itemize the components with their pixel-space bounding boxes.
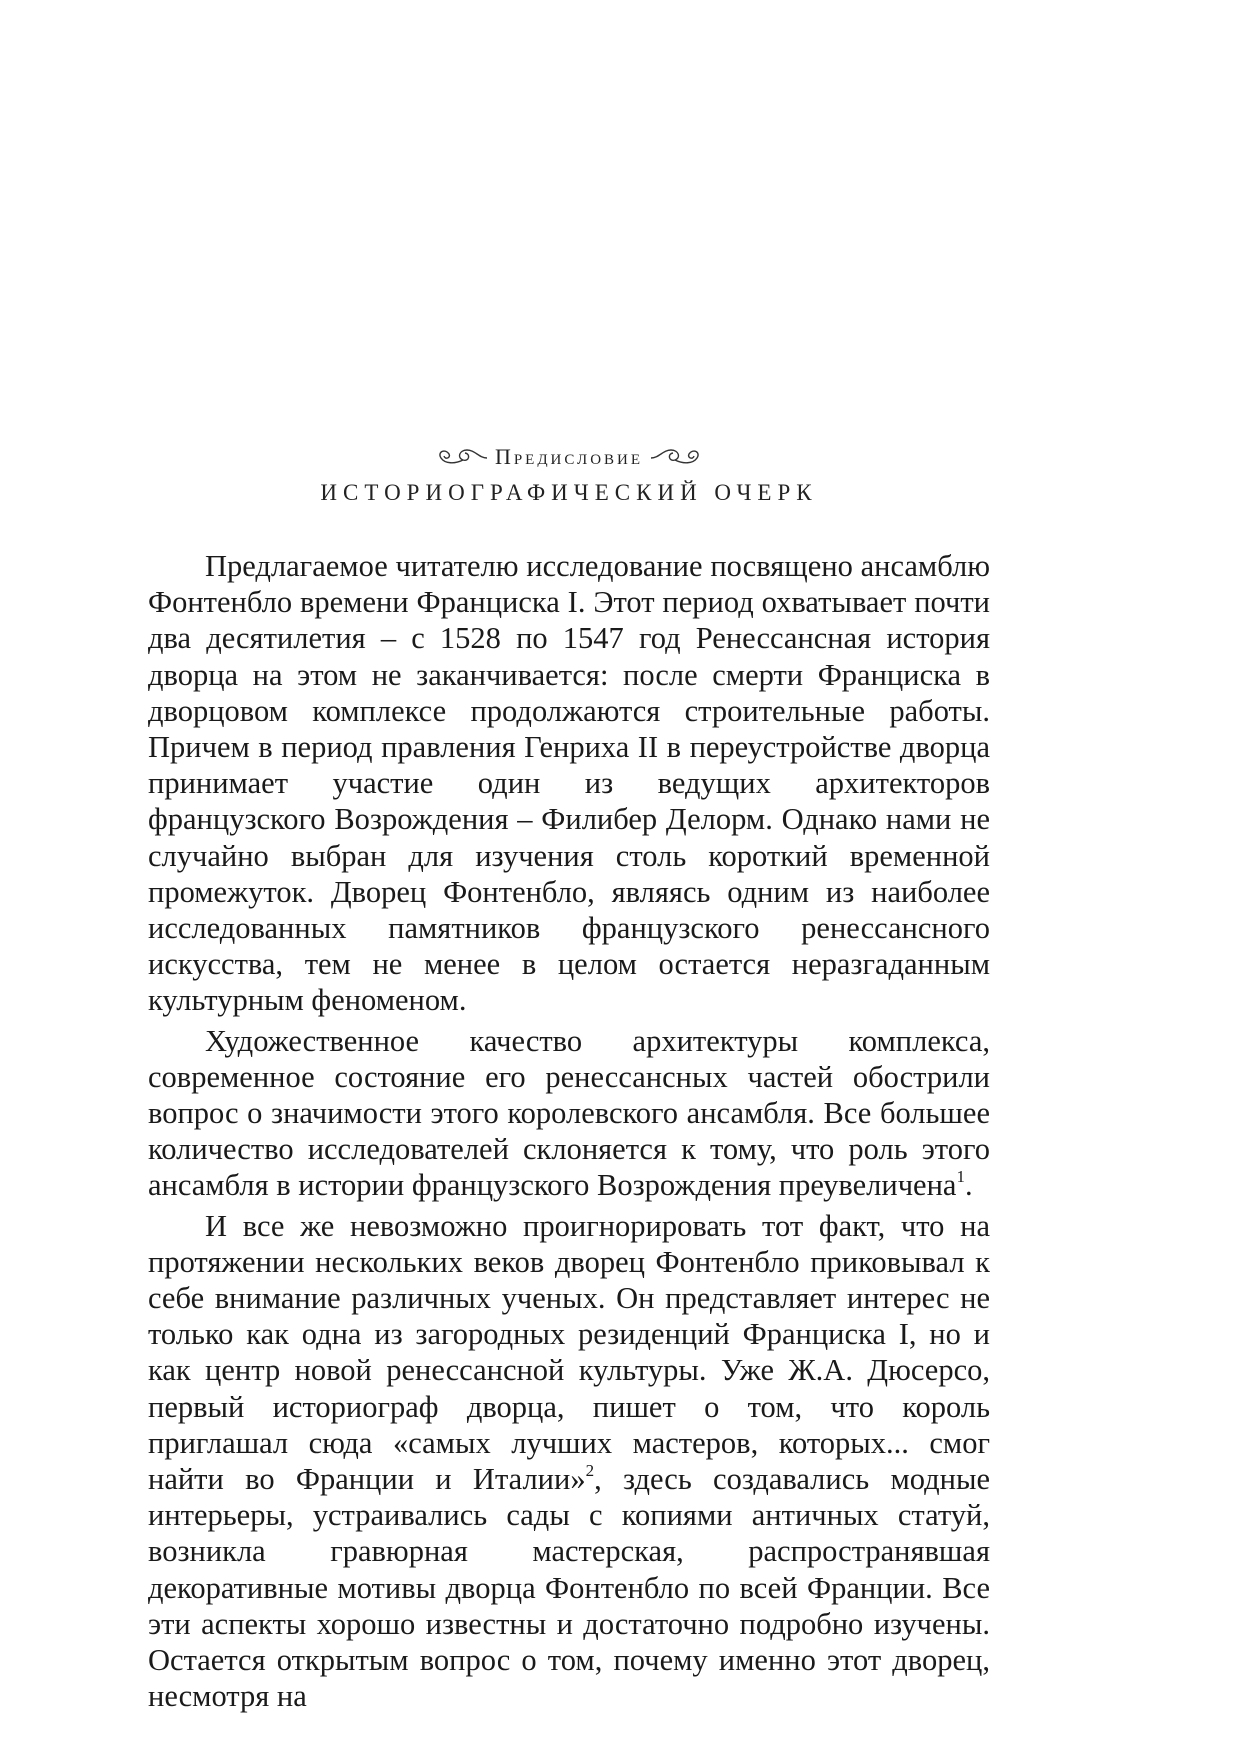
chapter-kicker: Предисловие [494,444,644,469]
paragraph [148,1023,990,1204]
paragraph-tail: . [964,1168,973,1203]
paragraph-text: Художественное качество архитектуры комплекса, современное состояние его ренессансных частей обострили вопрос о значимости этого королевского ансамбля. Все большее количество исследователей склоняется к тому, что роль этого ансамбля в истории французского Возрождения преувеличена [148,1023,990,1203]
right-flourish-icon [649,446,703,468]
paragraph [148,548,990,1019]
kicker-row [148,440,990,474]
chapter-heading [148,440,990,506]
body-text [148,548,990,1719]
footnote-marker[interactable]: 1 [956,1167,965,1187]
chapter-title: ИСТОРИОГРАФИЧЕСКИЙ ОЧЕРК [320,480,818,505]
left-flourish-icon [435,446,489,468]
footnote-marker[interactable]: 2 [585,1460,595,1480]
paragraph-text: И все же невозможно проигнорировать тот факт, что на протяжении нескольких веков дворец Фонтенбло приковывал к себе внимание различных ученых. Он представляет интерес не только как одна из загородных резиденций Франциска I, но и как центр новой ренессансной культуры. Уже Ж.А. Дюсерсо, первый историограф дворца, пишет о том, что король приглашал сюда «самых лучших мастеров, которых... смог найти во Франции и Италии» [148,1208,990,1497]
paragraph-tail: , здесь создавались модные интерьеры, устраивались сады с копиями античных статуй, возникла гравюрная мастерская, распространявшая декоративные мотивы дворца Фонтенбло по всей Франции. Все эти аспекты хорошо известны и достаточно подробно изучены. Остается открытым вопрос о том, почему именно этот дворец, несмотря на [148,1462,991,1714]
paragraph-text: Предлагаемое читателю исследование посвящено ансамблю Фонтенбло времени Франциска I. Этот период охватывает почти два десятилетия – с 1528 по 1547 год Ренессансная история дворца на этом не заканчивается: после смерти Франциска в дворцовом комплексе продолжаются строительные работы. Причем в период правления Генриха II в переустройстве дворца принимает участие один из ведущих архитекторов французского Возрождения – Филибер Делорм. Однако нами не случайно выбран для изучения столь короткий временной промежуток. Дворец Фонтенбло, являясь одним из наиболее исследованных памятников французского ренессансного искусства, тем не менее в целом остается неразгаданным культурным феноменом. [148,549,990,1018]
paragraph [148,1208,990,1715]
